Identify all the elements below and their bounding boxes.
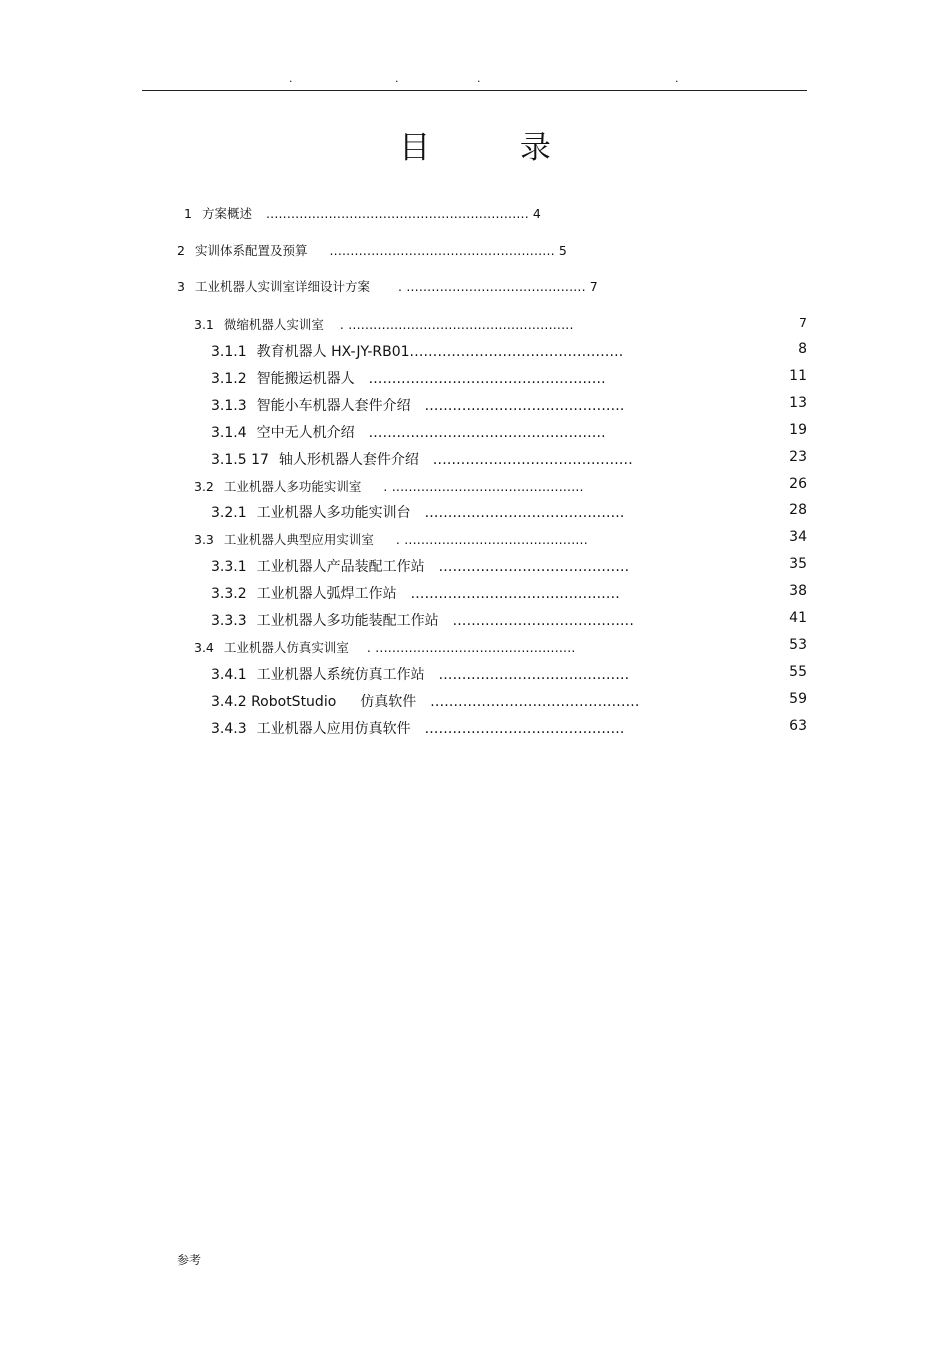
toc-label: 智能搬运机器人 [256,371,355,387]
toc-leader: ........................................... [424,721,625,737]
toc-leader: . ........................................... [397,279,586,294]
toc-page-number: 26 [789,476,807,492]
toc-page-number: 11 [789,368,807,384]
toc-leader: ...................................................... [329,243,555,258]
toc-label: 空中无人机介绍 [256,425,355,441]
toc-page-number: 7 [799,315,807,330]
toc-leader: ............................................................... [265,206,529,221]
toc-page-number: 59 [789,691,807,707]
toc-label: 微缩机器人实训室 [223,317,324,332]
toc-page-number: 34 [789,529,807,545]
toc-number: 3.1.3 [211,398,247,414]
toc-page-number: 41 [789,610,807,626]
toc-label: 工业机器人多功能装配工作站 [256,613,439,629]
toc-entry[interactable] [177,241,567,259]
toc-page-number: 7 [589,279,598,294]
toc-entry[interactable] [211,449,633,469]
toc-number: 3.3.2 [211,586,247,602]
toc-leader: ........................................... [432,452,633,468]
toc-label: 工业机器人系统仿真工作站 [256,667,425,683]
toc-number: 3.1 [194,317,214,332]
toc-label: 工业机器人典型应用实训室 [223,532,374,547]
toc-leader: ......................................... [438,559,630,575]
header-dot: . [477,72,481,85]
toc-page-number: 23 [789,449,807,465]
toc-label: 工业机器人应用仿真软件 [256,721,411,737]
toc-page-number: 63 [789,718,807,734]
toc-leader: . .............................................. [383,479,584,494]
header-rule [142,90,807,91]
toc-leader: ................................................... [368,371,606,387]
toc-number: 1 [184,206,192,221]
toc-leader: ............................................. [430,694,640,710]
toc-number: 3.3.1 [211,559,247,575]
toc-entry[interactable] [211,422,606,442]
toc-label: 仿真软件 [360,694,417,710]
toc-number: 3.1.4 [211,425,247,441]
toc-number: 3.1.5 17 [211,452,269,468]
toc-page-number: 35 [789,556,807,572]
toc-number: 3 [177,279,185,294]
toc-number: 3.2.1 [211,505,247,521]
toc-entry[interactable] [177,277,598,295]
toc-page-number: 28 [789,502,807,518]
toc-entry[interactable] [211,691,640,711]
toc-leader: ........................................... [424,398,625,414]
toc-number: 3.4.3 [211,721,247,737]
toc-label: 智能小车机器人套件介绍 [256,398,411,414]
toc-entry[interactable] [211,341,623,361]
toc-entry[interactable] [194,477,584,495]
toc-number: 3.4.1 [211,667,247,683]
toc-page-number: 19 [789,422,807,438]
toc-entry[interactable] [211,583,620,603]
toc-number: 3.1.2 [211,371,247,387]
header-dot: . [289,72,293,85]
toc-entry[interactable] [211,664,629,684]
toc-entry[interactable] [211,610,634,630]
page-footer: 参考 [177,1253,202,1267]
toc-leader: ....................................... [452,613,634,629]
toc-number: 3.3.3 [211,613,247,629]
toc-label: 教育机器人 HX-JY-RB01 [256,344,410,360]
toc-entry[interactable] [194,530,588,548]
toc-leader: . ............................................ [395,532,588,547]
toc-number: 3.3 [194,532,214,547]
toc-number: 3.1.1 [211,344,247,360]
toc-leader: . ...................................................... [339,317,574,332]
header-dot: . [675,72,679,85]
toc-label: 工业机器人仿真实训室 [223,640,349,655]
toc-entry[interactable] [211,502,625,522]
toc-title: 目 录 [399,130,591,166]
toc-leader: . ................................................ [366,640,576,655]
toc-leader: .............................................. [409,344,624,360]
toc-number: 2 [177,243,185,258]
toc-label: 轴人形机器人套件介绍 [278,452,419,468]
toc-page-number: 55 [789,664,807,680]
toc-entry[interactable] [211,556,629,576]
toc-number: 3.4.2 RobotStudio [211,694,337,710]
header-dot: . [395,72,399,85]
toc-label: 工业机器人多功能实训台 [256,505,411,521]
toc-page-number: 13 [789,395,807,411]
toc-page-number: 4 [532,206,541,221]
toc-leader: ......................................... [438,667,630,683]
toc-page-number: 38 [789,583,807,599]
toc-number: 3.4 [194,640,214,655]
toc-entry[interactable] [211,368,606,388]
toc-leader: ................................................... [368,425,606,441]
toc-label: 工业机器人弧焊工作站 [256,586,397,602]
toc-label: 工业机器人实训室详细设计方案 [194,279,370,294]
toc-page-number: 53 [789,637,807,653]
toc-label: 工业机器人产品装配工作站 [256,559,425,575]
toc-label: 方案概述 [201,206,252,221]
toc-entry[interactable] [211,718,625,738]
toc-label: 工业机器人多功能实训室 [223,479,362,494]
toc-entry[interactable] [184,204,541,222]
toc-entry[interactable] [194,638,576,656]
toc-label: 实训体系配置及预算 [194,243,308,258]
toc-entry[interactable] [194,315,574,333]
toc-page-number: 8 [798,341,807,357]
toc-page-number: 5 [558,243,567,258]
toc-leader: ............................................. [410,586,620,602]
toc-entry[interactable] [211,395,625,415]
toc-number: 3.2 [194,479,214,494]
toc-leader: ........................................... [424,505,625,521]
